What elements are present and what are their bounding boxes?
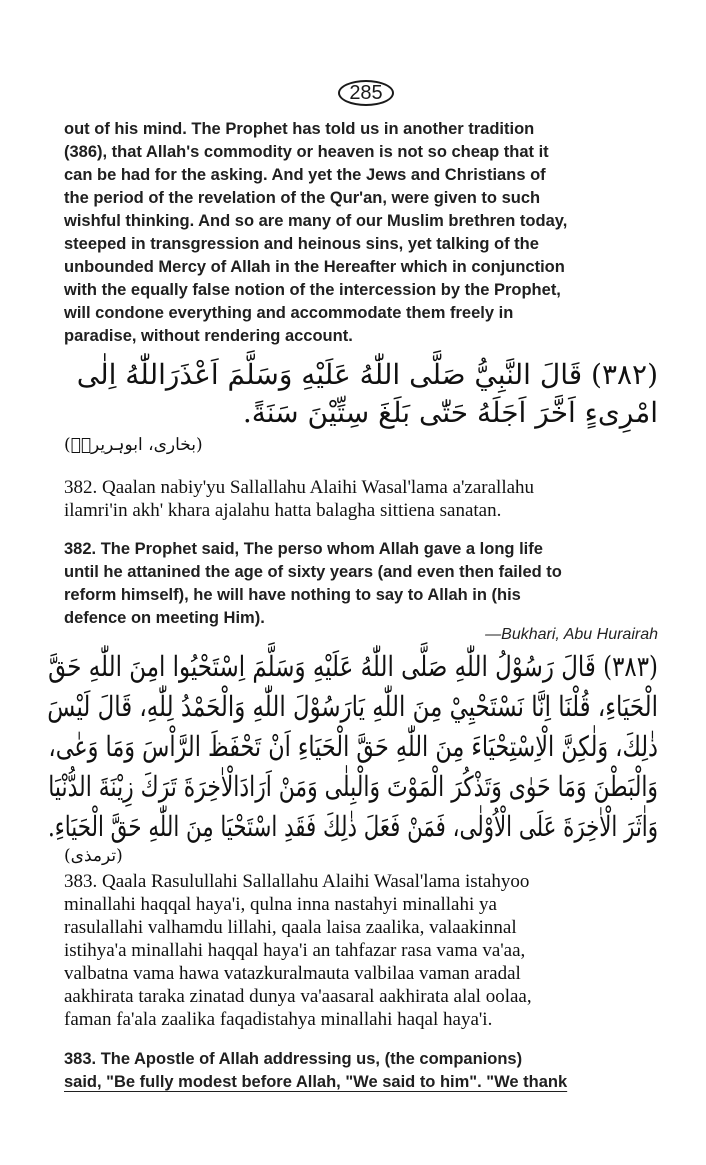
text-line: until he attanined the age of sixty years (and even then failed to	[64, 563, 562, 581]
page-number: 285	[338, 80, 394, 106]
translation-382	[64, 538, 662, 630]
text-line: 382. The Prophet said, The perso whom Allah gave a long life	[64, 540, 543, 558]
text-line: rasulallahi valhamdu lillahi, qaala laisa zaalika, valaakinnal	[64, 917, 517, 938]
text-line: valbatna vama hawa vatazkuralmauta valbilaa vaman aradal	[64, 963, 521, 984]
arabic-source-382: (بخاری، ابوہریرہؓ)	[64, 435, 203, 455]
text-line: wishful thinking. And so are many of our Muslim brethren today,	[64, 212, 568, 230]
arabic-line-383-2: الْحَيَاءِ، قُلْنَا اِنَّا نَسْتَحْيِيْ مِنَ اللّٰهِ يَارَسُوْلَ اللّٰهِ وَالْحَمْدُ لِلّٰهِ، قَالَ لَيْسَ	[47, 690, 658, 723]
arabic-line-383-4: وَالْبَطْنَ وَمَا حَوٰى وَتَذْكُرَ الْمَوْتَ وَالْبِلٰى وَمَنْ اَرَادَالْاٰخِرَةَ تَرَكَ زِيْنَةَ الدُّنْيَا	[48, 770, 658, 803]
text-line: 383. The Apostle of Allah addressing us, (the companions)	[64, 1050, 523, 1068]
text-line: minallahi haqqal haya'i, qulna inna nastahyi minallahi ya	[64, 894, 497, 915]
translation-383	[64, 1048, 662, 1094]
arabic-line-383-5: وَاٰثَرَ الْاٰخِرَةَ عَلَى الْاُوْلٰى، فَمَنْ فَعَلَ ذٰلِكَ فَقَدِ اسْتَحْيَا مِنَ اللّٰهِ حَقَّ الْحَيَاءِ.	[47, 810, 658, 843]
arabic-source-383: (ترمذی)	[64, 846, 123, 866]
text-line: faman fa'ala zaalika faqadistahya minallahi haqal haya'i.	[64, 1009, 493, 1030]
text-line: steeped in transgression and heinous sins, yet talking of the	[64, 235, 539, 253]
text-line: (386), that Allah's commodity or heaven is not so cheap that it	[64, 143, 549, 161]
text-line: paradise, without rendering account.	[64, 327, 353, 345]
text-line: aakhirata taraka zinatad dunya va'aasaral aakhirata alal oolaa,	[64, 986, 532, 1007]
transliteration-382	[64, 476, 662, 522]
text-line: 382. Qaalan nabiy'yu Sallallahu Alaihi Wasal'lama a'zarallahu	[64, 477, 535, 498]
text-line: said, "Be fully modest before Allah, "We said to him". "We thank	[64, 1073, 568, 1091]
text-line: can be had for the asking. And yet the Jews and Christians of	[64, 166, 546, 184]
text-line: defence on meeting Him).	[64, 609, 265, 627]
arabic-line-382-1: (٣٨٢) قَالَ النَّبِيُّ صَلَّى اللّٰهُ عَلَيْهِ وَسَلَّمَ اَعْذَرَاللّٰهُ اِلٰى	[76, 358, 658, 391]
text-line: 383. Qaala Rasulullahi Sallallahu Alaihi Wasal'lama istahyoo	[64, 871, 530, 892]
transliteration-383	[64, 870, 662, 1031]
text-line: ilamri'in akh' khara ajalahu hatta balagha sittiena sanatan.	[64, 500, 502, 521]
intro-paragraph	[64, 118, 662, 348]
text-line: out of his mind. The Prophet has told us in another tradition	[64, 120, 535, 138]
text-line: reform himself), he will have nothing to say to Allah in (his	[64, 586, 521, 604]
arabic-line-383-3: ذٰلِكَ، وَلٰكِنَّ الْاِسْتِحْيَاءَ مِنَ اللّٰهِ حَقَّ الْحَيَاءِ اَنْ تَحْفَظَ الرَّاْسَ وَمَا وَعٰى،	[48, 730, 659, 763]
text-line: istihya'a minallahi haqqal haya'i an tahfazar rasa vama va'aa,	[64, 940, 526, 961]
source-382: —Bukhari, Abu Hurairah	[485, 626, 658, 643]
text-line: with the equally false notion of the intercession by the Prophet,	[64, 281, 561, 299]
text-line: the period of the revelation of the Qur'an, were given to such	[64, 189, 541, 207]
arabic-line-383-1: (٣٨٣) قَالَ رَسُوْلُ اللّٰهِ صَلَّى اللّٰهُ عَلَيْهِ وَسَلَّمَ اِسْتَحْيُوا امِنَ اللّٰهِ حَقَّ	[48, 650, 658, 683]
text-line: unbounded Mercy of Allah in the Hereafter which in conjunction	[64, 258, 565, 276]
text-line: will condone everything and accommodate them freely in	[64, 304, 514, 322]
arabic-line-382-2: امْرِىءٍ اَخَّرَ اَجَلَهُ حَتّٰى بَلَغَ سِتِّيْنَ سَنَةً.	[242, 396, 658, 429]
